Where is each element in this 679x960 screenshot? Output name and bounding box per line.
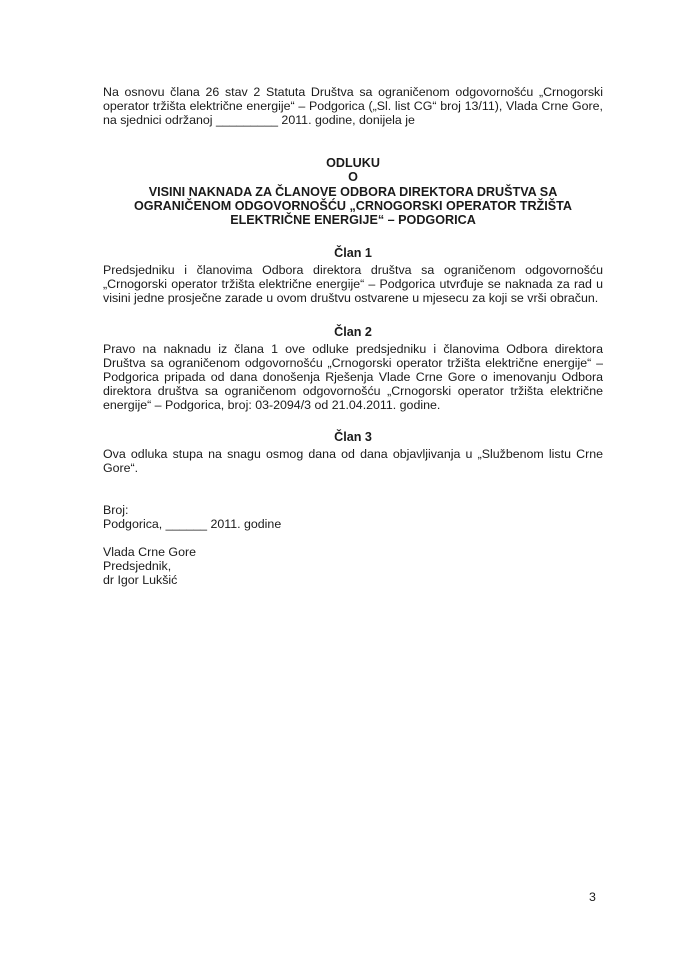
article-body: Ova odluka stupa na snagu osmog dana od dana objavljivanja u „Službenom listu Crne Gore“. xyxy=(103,447,603,476)
title-line-5: ELEKTRIČNE ENERGIJE“ – PODGORICA xyxy=(230,213,476,228)
signature-block xyxy=(103,545,603,587)
article-2 xyxy=(103,325,603,412)
title-line-o: O xyxy=(348,170,358,185)
signature-name: dr Igor Lukšić xyxy=(103,573,178,588)
page-number: 3 xyxy=(589,890,596,904)
place-date: Podgorica, ______ 2011. godine xyxy=(103,517,282,532)
article-body: Pravo na naknadu iz člana 1 ove odluke predsjedniku i članovima Odbora direktora Društva sa ograničenom odgovornošću „Crnogorski operator tržišta električne energije“ – Podgorica pripada od dana donošenja Rješenja Vlade Crne Gore o imenovanju Odbora direktora društva sa ograničenom odgovornošću „Crnogorski operator tržišta električne energije“ – Podgorica, broj: 03-2094/3 od 21.04.2011. godine. xyxy=(103,342,603,413)
signature-institution: Vlada Crne Gore xyxy=(103,545,196,560)
article-heading: Član 3 xyxy=(334,430,372,445)
preamble-paragraph: Na osnovu člana 26 stav 2 Statuta Društva sa ograničenom odgovornošću „Crnogorski operator tržišta električne energije“ – Podgorica („Sl. list CG“ broj 13/11), Vlada Crne Gore, na sjednici održanoj _________ 2011. godine, donijela je xyxy=(103,85,603,127)
title-line-odluku: ODLUKU xyxy=(326,156,380,170)
article-heading: Član 2 xyxy=(334,325,372,340)
article-heading: Član 1 xyxy=(334,246,372,261)
decision-title xyxy=(103,156,603,227)
title-line-4: OGRANIČENOM ODGOVORNOŠĆU „CRNOGORSKI OPERATOR TRŽIŠTA xyxy=(134,198,572,213)
document-content xyxy=(103,85,603,587)
signature-role: Predsjednik, xyxy=(103,559,172,574)
title-line-3: VISINI NAKNADA ZA ČLANOVE ODBORA DIREKTORA DRUŠTVA SA xyxy=(148,184,558,199)
broj-label: Broj: xyxy=(103,503,129,518)
reference-block xyxy=(103,503,603,531)
article-body: Predsjedniku i članovima Odbora direktora društva sa ograničenom odgovornošću „Crnogorski operator tržišta električne energije“ – Podgorica utvrđuje se naknada za rad u visini jedne prosječne zarade u ovom društvu ostvarene u mjesecu za koji se vrši obračun. xyxy=(103,263,603,306)
article-3 xyxy=(103,430,603,475)
article-1 xyxy=(103,246,603,305)
